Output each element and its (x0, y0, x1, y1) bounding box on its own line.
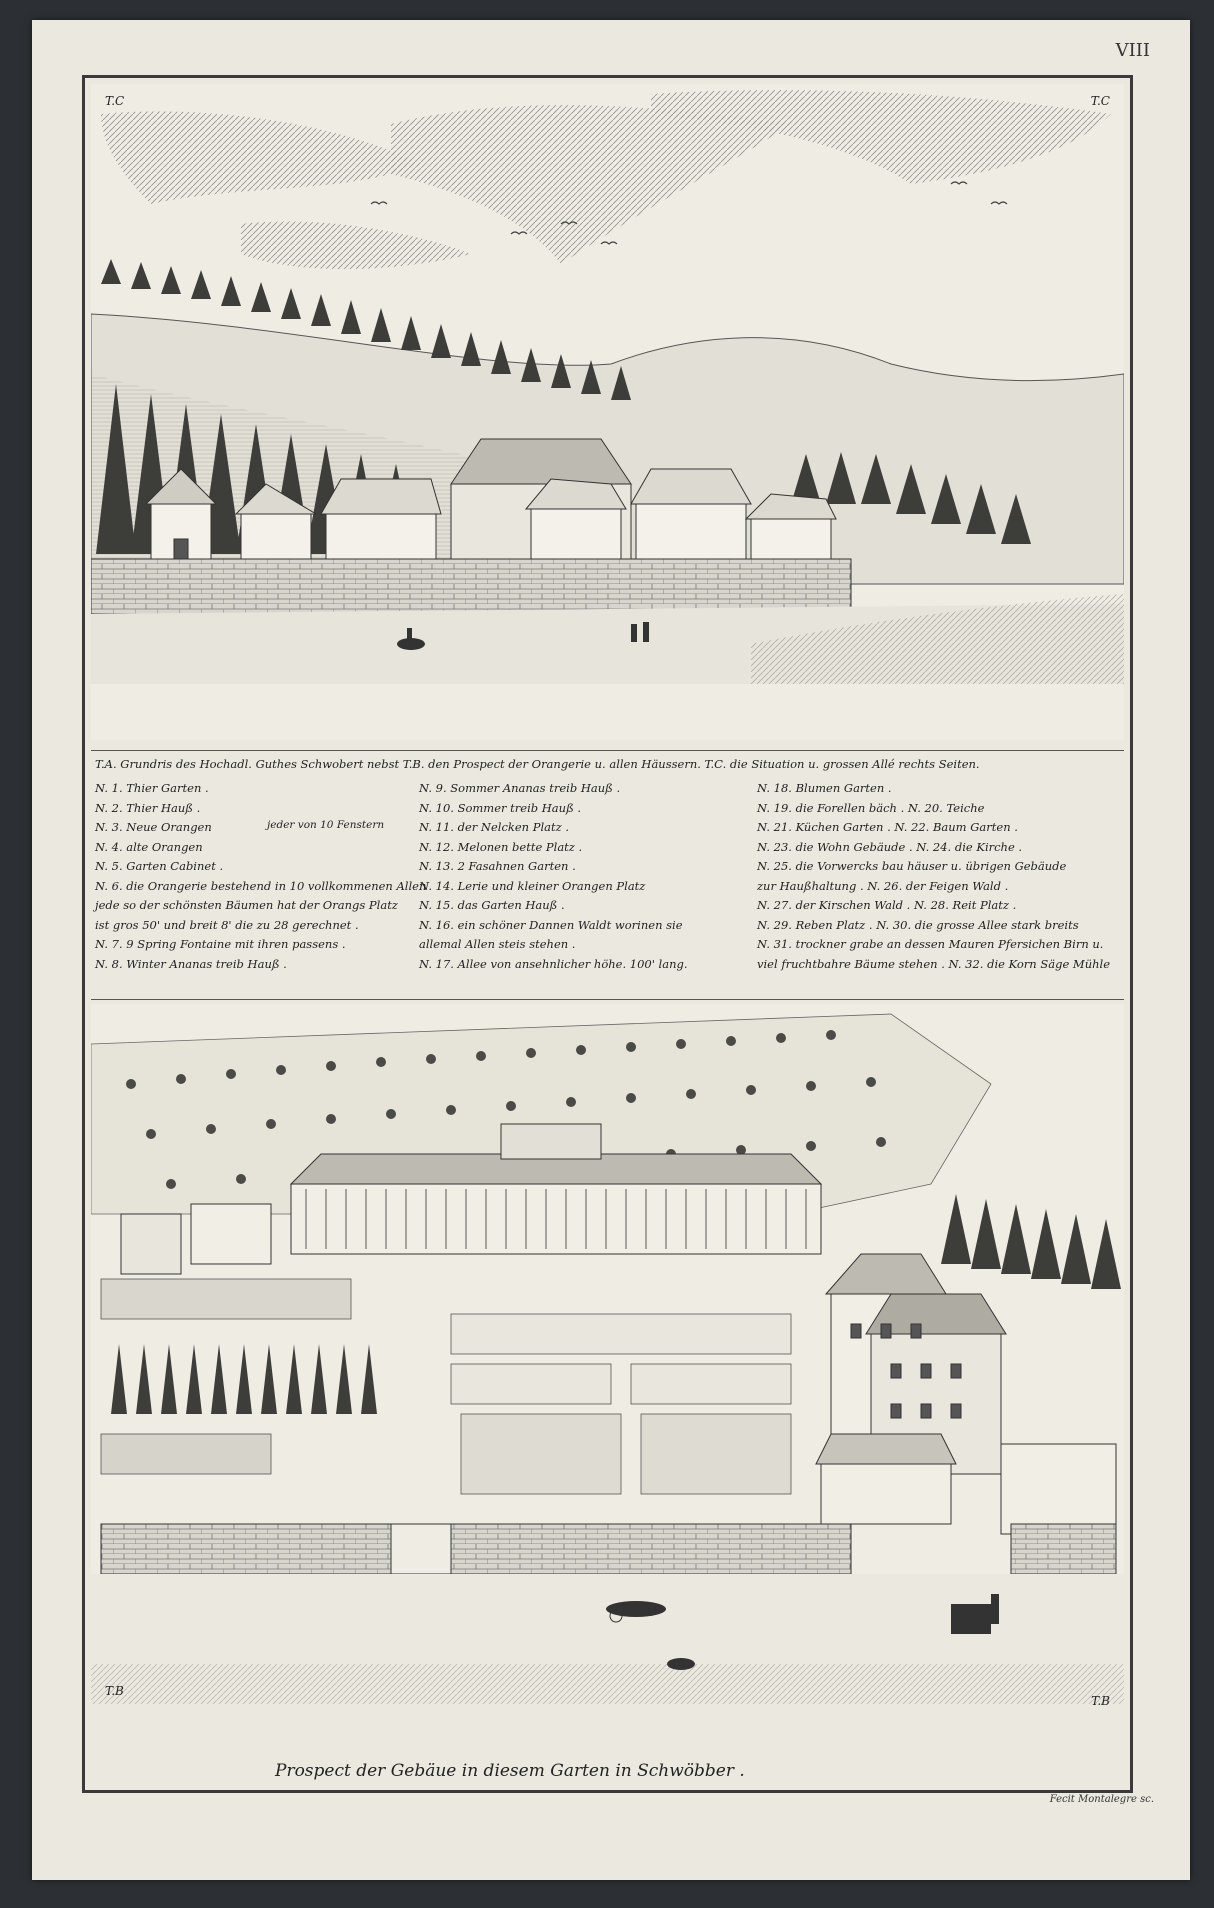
garden-gate (391, 1524, 451, 1574)
legend-entry: N. 21. Küchen Garten . N. 22. Baum Garten . (757, 820, 1018, 834)
landscape-view (91, 84, 1124, 740)
legend-entry: N. 8. Winter Ananas treib Hauß . (95, 956, 287, 971)
plate-number: VIII (1115, 40, 1150, 61)
marker-tc-left: T.C (105, 94, 125, 108)
engraving-frame (82, 75, 1133, 1793)
plate-caption: Prospect der Gebäue in diesem Garten in Schwöbber . (275, 1761, 745, 1781)
legend-entry: N. 16. ein schöner Dannen Waldt worinen sie (419, 917, 683, 932)
legend-entry: N. 1. Thier Garten . (95, 781, 209, 795)
legend-entry: N. 4. alte Orangen (95, 839, 203, 854)
legend-entry: N. 3. Neue Orangen (95, 820, 212, 834)
legend-entry: N. 2. Thier Hauß . (95, 800, 201, 815)
garden-engraving (91, 1004, 1124, 1774)
legend-entry: N. 23. die Wohn Gebäude . N. 24. die Kirche . (757, 839, 1023, 854)
legend-entry: N. 15. das Garten Hauß . (419, 898, 565, 912)
legend-panel (91, 750, 1124, 1000)
print-sheet (32, 20, 1190, 1880)
legend-entry: N. 29. Reben Platz . N. 30. die grosse Allee stark breits (757, 917, 1079, 932)
legend-entry: zur Haußhaltung . N. 26. der Feigen Wald . (757, 878, 1009, 893)
legend-column-1 (95, 779, 427, 974)
landscape-engraving (91, 84, 1124, 740)
marker-tb-right: T.B (1091, 1694, 1110, 1708)
legend-entry: ist gros 50' und breit 8' die zu 28 gerechnet . (95, 917, 359, 932)
garden-view (91, 1004, 1124, 1774)
legend-entry: N. 18. Blumen Garten . (757, 781, 892, 795)
marker-tb-left: T.B (105, 1684, 124, 1698)
legend-entry: N. 13. 2 Fasahnen Garten . (419, 859, 576, 873)
engraver-credit: Fecit Montalegre sc. (1049, 1794, 1154, 1805)
legend-entry: N. 31. trockner grabe an dessen Mauren Pfersichen Birn u. (757, 937, 1104, 951)
legend-column-3 (757, 779, 1117, 974)
legend-entry: N. 7. 9 Spring Fontaine mit ihren passens . (95, 937, 346, 951)
legend-entry: N. 9. Sommer Ananas treib Hauß . (419, 781, 621, 795)
legend-entry: N. 17. Allee von ansehnlicher höhe. 100' lang. (419, 956, 688, 971)
legend-entry: jede so der schönsten Bäumen hat der Orangs Platz (95, 898, 398, 912)
legend-header: T.A. Grundris des Hochadl. Guthes Schwobert nebst T.B. den Prospect der Orangerie u. allen Häussern. T.C. die Situation u. grossen Allé rechts Seiten. (95, 757, 980, 771)
legend-entry: viel fruchtbahre Bäume stehen . N. 32. die Korn Säge Mühle (757, 956, 1110, 971)
legend-brace-note: jeder von 10 Fenstern (267, 819, 385, 831)
legend-entry: allemal Allen steis stehen . (419, 937, 576, 951)
legend-entry: N. 6. die Orangerie bestehend in 10 vollkommenen Allen (95, 878, 427, 893)
legend-entry: N. 11. der Nelcken Platz . (419, 820, 569, 834)
legend-entry: N. 27. der Kirschen Wald . N. 28. Reit Platz . (757, 898, 1017, 912)
legend-column-2 (419, 779, 757, 974)
legend-entry: N. 19. die Forellen bäch . N. 20. Teiche (757, 800, 985, 815)
legend-entry: N. 25. die Vorwercks bau häuser u. übrigen Gebäude (757, 859, 1067, 873)
legend-entry: N. 10. Sommer treib Hauß . (419, 800, 582, 815)
garden-wall (91, 559, 851, 614)
front-wall (101, 1524, 851, 1574)
marker-tc-right: T.C (1090, 94, 1110, 108)
legend-entry: N. 5. Garten Cabinet . (95, 859, 224, 873)
legend-entry: N. 12. Melonen bette Platz . (419, 839, 583, 854)
legend-entry: N. 14. Lerie und kleiner Orangen Platz (419, 878, 646, 893)
